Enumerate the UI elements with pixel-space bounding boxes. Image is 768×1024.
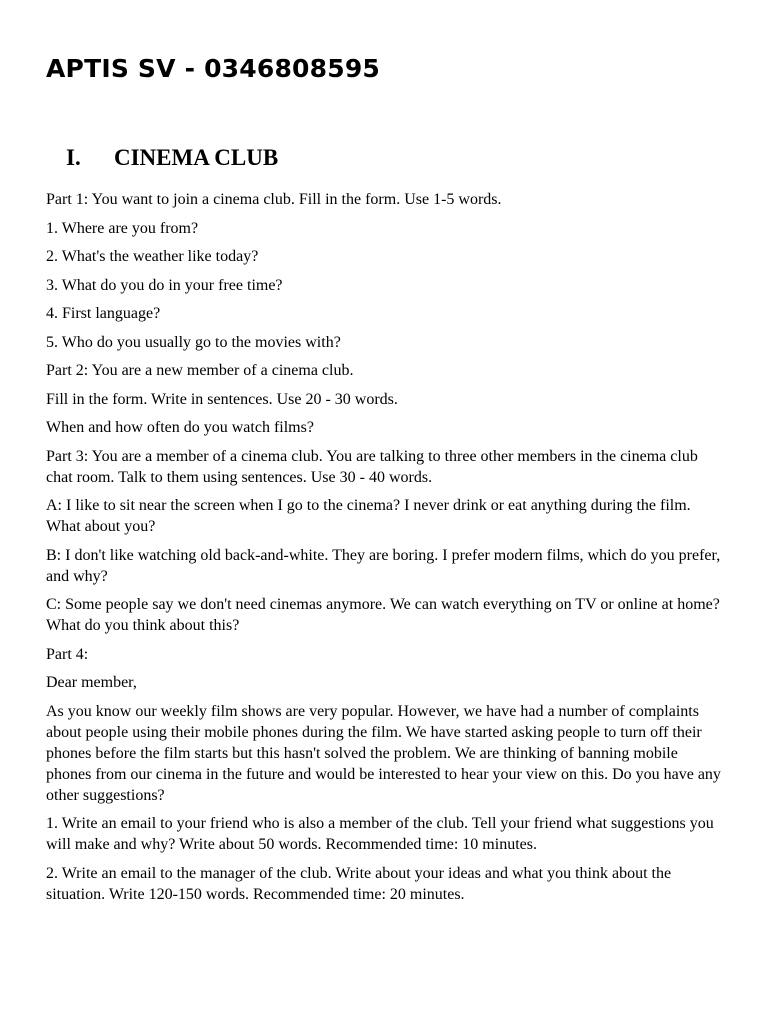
section-title: CINEMA CLUB: [114, 145, 279, 170]
part1-question-4: 4. First language?: [46, 305, 161, 322]
part1-instructions: Part 1: You want to join a cinema club. Fill in the form. Use 1-5 words.: [46, 191, 502, 208]
part1-question-2: 2. What's the weather like today?: [46, 248, 259, 265]
part1-question-3: 3. What do you do in your free time?: [46, 276, 283, 294]
section-number: I.: [66, 145, 81, 170]
letter-greeting: Dear member,: [46, 674, 137, 691]
part1-question-5: 5. Who do you usually go to the movies with?: [46, 333, 341, 351]
document-body: [46, 189, 726, 912]
part2-question: When and how often do you watch films?: [46, 419, 314, 436]
part4-heading: Part 4:: [46, 645, 89, 663]
part1-question-1: 1. Where are you from?: [46, 219, 199, 237]
part2-form-instructions: Fill in the form. Write in sentences. Use 20 - 30 words.: [46, 390, 398, 408]
part3-message-b: B: I don't like watching old back-and-white. They are boring. I prefer modern films, which do you prefer, and why?: [46, 546, 721, 585]
part4-task-1: 1. Write an email to your friend who is also a member of the club. Tell your friend what suggestions you will make and why? Write about 50 words. Recommended time: 10 minutes.: [46, 815, 714, 853]
part3-message-a: A: I like to sit near the screen when I go to the cinema? I never drink or eat anything during the film. What about you?: [46, 497, 691, 535]
part2-instructions: Part 2: You are a new member of a cinema club.: [46, 362, 354, 379]
letter-body: As you know our weekly film shows are very popular. However, we have had a number of complaints about people using their mobile phones during the film. We have started asking people to turn off their phones before the film starts but this hasn't solved the problem. We are thinking of banning mobile phones from our cinema in the future and would be interested to hear your view on this. Do you have any other suggestions?: [46, 702, 721, 804]
section-heading: [66, 143, 278, 173]
part3-instructions: Part 3: You are a member of a cinema club. You are talking to three other members in the cinema club chat room. Talk to them using sentences. Use 30 - 40 words.: [46, 447, 698, 486]
document-header: APTIS SV - 0346808595: [46, 54, 381, 83]
part4-task-2: 2. Write an email to the manager of the club. Write about your ideas and what you think about the situation. Write 120-150 words. Recommended time: 20 minutes.: [46, 864, 672, 903]
part3-message-c: C: Some people say we don't need cinemas anymore. We can watch everything on TV or online at home? What do you think about this?: [46, 596, 720, 634]
